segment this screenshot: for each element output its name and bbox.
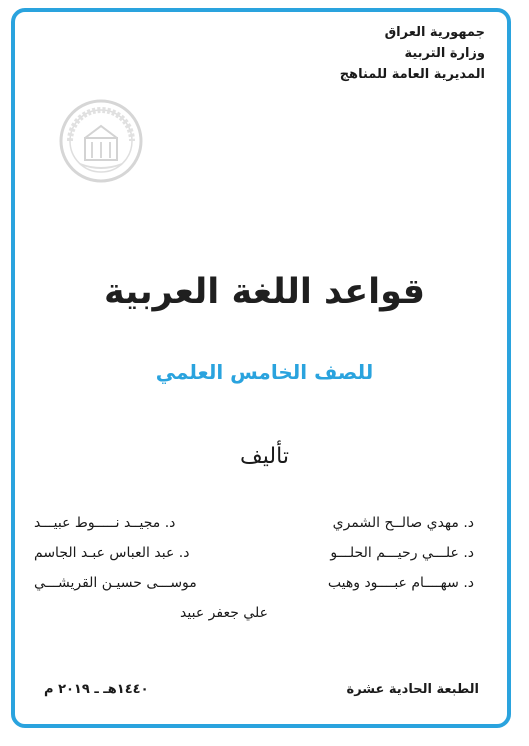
issuer-header <box>340 22 485 85</box>
header-ministry: وزارة التربية <box>404 46 485 61</box>
book-subtitle: للصف الخامس العلمي <box>155 360 374 384</box>
authors-row <box>34 568 474 598</box>
authorship-label: تأليف <box>240 444 289 469</box>
author-name: د. عبد العباس عبـد الجاسم <box>34 545 190 561</box>
author-name: موســـى حسيـن القريشـــي <box>34 575 197 591</box>
author-name: د. سهــــام عبــــود وهيب <box>327 575 474 591</box>
authors-row <box>34 508 474 538</box>
author-name: د. مجيــد نـــــوط عبيـــد <box>34 515 176 531</box>
ministry-seal-icon <box>58 98 144 184</box>
authors-row <box>34 538 474 568</box>
edition-label: الطبعة الحادية عشرة <box>346 682 479 697</box>
publication-year: ١٤٤٠هـ ـ ٢٠١٩ م <box>44 682 149 697</box>
authors-list <box>34 508 474 628</box>
author-name: د. مهدي صالــح الشمري <box>332 515 474 531</box>
header-country: جمهورية العراق <box>384 25 485 40</box>
header-directorate: المديرية العامة للمناهج <box>339 67 485 82</box>
author-name: علي جعفر عبيد <box>180 605 268 621</box>
book-title: قواعد اللغة العربية <box>103 272 426 312</box>
author-name: د. علـــي رحيـــم الحلـــو <box>330 545 474 561</box>
